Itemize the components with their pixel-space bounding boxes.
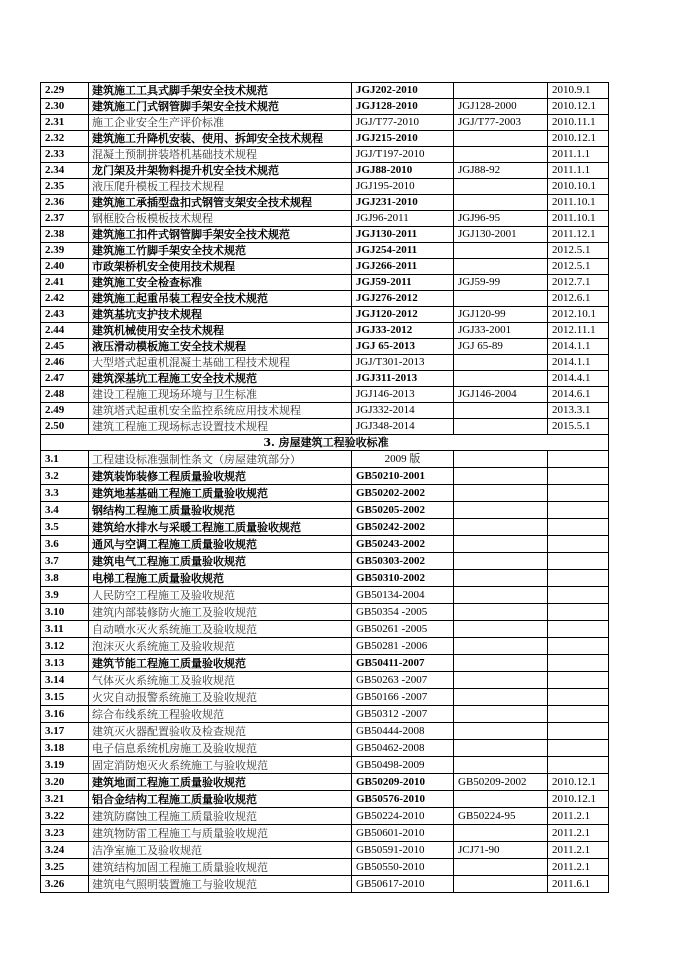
effective-date: 2011.1.1	[548, 163, 609, 179]
table-row	[41, 502, 609, 519]
table-row	[41, 195, 609, 211]
standard-name: 建筑防腐蚀工程施工质量验收规范	[89, 808, 352, 825]
effective-date	[548, 502, 609, 519]
standard-code: GB50166 -2007	[352, 689, 454, 706]
effective-date: 2012.5.1	[548, 243, 609, 259]
table-row	[41, 355, 609, 371]
replaced-standard	[454, 451, 548, 468]
row-number: 2.49	[41, 403, 89, 419]
standard-name: 建筑施工扣件式钢管脚手架安全技术规范	[89, 227, 352, 243]
row-number: 2.42	[41, 291, 89, 307]
replaced-standard	[454, 179, 548, 195]
replaced-standard	[454, 689, 548, 706]
standard-code: GB50224-2010	[352, 808, 454, 825]
effective-date: 2010.9.1	[548, 83, 609, 99]
row-number: 3.21	[41, 791, 89, 808]
effective-date: 2011.10.1	[548, 211, 609, 227]
standard-name: 建筑电气工程施工质量验收规范	[89, 553, 352, 570]
row-number: 2.36	[41, 195, 89, 211]
row-number: 3.4	[41, 502, 89, 519]
standard-code: JGJ231-2010	[352, 195, 454, 211]
effective-date	[548, 536, 609, 553]
effective-date	[548, 570, 609, 587]
standard-name: 火灾自动报警系统施工及验收规范	[89, 689, 352, 706]
standard-code: JGJ 65-2013	[352, 339, 454, 355]
row-number: 3.13	[41, 655, 89, 672]
standard-name: 龙门架及井架物料提升机安全技术规范	[89, 163, 352, 179]
row-number: 2.33	[41, 147, 89, 163]
table-row	[41, 587, 609, 604]
row-number: 3.18	[41, 740, 89, 757]
effective-date: 2012.11.1	[548, 323, 609, 339]
row-number: 3.8	[41, 570, 89, 587]
standard-code: GB50591-2010	[352, 842, 454, 859]
row-number: 3.6	[41, 536, 89, 553]
standard-name: 建筑灭火器配置验收及检查规范	[89, 723, 352, 740]
effective-date: 2010.10.1	[548, 179, 609, 195]
standard-code: JGJ215-2010	[352, 131, 454, 147]
standard-name: 建筑施工升降机安装、使用、拆卸安全技术规程	[89, 131, 352, 147]
table-row	[41, 570, 609, 587]
effective-date: 2014.4.1	[548, 371, 609, 387]
standard-name: 建筑施工工具式脚手架安全技术规范	[89, 83, 352, 99]
table-row	[41, 275, 609, 291]
effective-date: 2010.12.1	[548, 131, 609, 147]
row-number: 3.14	[41, 672, 89, 689]
standard-name: 工程建设标准强制性条文（房屋建筑部分）	[89, 451, 352, 468]
effective-date: 2013.3.1	[548, 403, 609, 419]
replaced-standard	[454, 355, 548, 371]
standard-name: 建筑施工承插型盘扣式钢管支架安全技术规程	[89, 195, 352, 211]
standard-name: 液压爬升模板工程技术规程	[89, 179, 352, 195]
replaced-standard	[454, 825, 548, 842]
table-row	[41, 791, 609, 808]
standard-name: 钢框胶合板模板技术规程	[89, 211, 352, 227]
replaced-standard	[454, 757, 548, 774]
replaced-standard	[454, 859, 548, 876]
row-number: 3.11	[41, 621, 89, 638]
row-number: 2.34	[41, 163, 89, 179]
table-body-bottom	[41, 451, 609, 893]
row-number: 3.9	[41, 587, 89, 604]
table-row	[41, 99, 609, 115]
row-number: 3.20	[41, 774, 89, 791]
standard-name: 建筑施工门式钢管脚手架安全技术规范	[89, 99, 352, 115]
table-row	[41, 876, 609, 893]
replaced-standard: JGJ 65-89	[454, 339, 548, 355]
effective-date	[548, 689, 609, 706]
standard-name: 市政架桥机安全使用技术规程	[89, 259, 352, 275]
standard-name: 建筑给水排水与采暖工程施工质量验收规范	[89, 519, 352, 536]
effective-date: 2015.5.1	[548, 419, 609, 435]
replaced-standard	[454, 291, 548, 307]
effective-date	[548, 604, 609, 621]
standard-code: GB50134-2004	[352, 587, 454, 604]
table-row	[41, 131, 609, 147]
row-number: 2.30	[41, 99, 89, 115]
table-row	[41, 553, 609, 570]
replaced-standard	[454, 147, 548, 163]
standard-name: 建筑基坑支护技术规程	[89, 307, 352, 323]
effective-date: 2011.10.1	[548, 195, 609, 211]
standard-code: GB50310-2002	[352, 570, 454, 587]
table-row	[41, 387, 609, 403]
standard-name: 建筑地基基础工程施工质量验收规范	[89, 485, 352, 502]
standard-code: JGJ266-2011	[352, 259, 454, 275]
row-number: 3.1	[41, 451, 89, 468]
table-row	[41, 672, 609, 689]
table-row	[41, 147, 609, 163]
row-number: 2.29	[41, 83, 89, 99]
row-number: 2.40	[41, 259, 89, 275]
standard-name: 通风与空调工程施工质量验收规范	[89, 536, 352, 553]
replaced-standard: GB50224-95	[454, 808, 548, 825]
standard-name: 人民防空工程施工及验收规范	[89, 587, 352, 604]
table-row	[41, 706, 609, 723]
row-number: 2.48	[41, 387, 89, 403]
table-row	[41, 339, 609, 355]
table-row	[41, 371, 609, 387]
effective-date	[548, 621, 609, 638]
standard-code: JGJ276-2012	[352, 291, 454, 307]
row-number: 3.19	[41, 757, 89, 774]
effective-date: 2014.1.1	[548, 355, 609, 371]
table-row	[41, 468, 609, 485]
standard-code: GB50354 -2005	[352, 604, 454, 621]
standard-name: 建筑内部装修防火施工及验收规范	[89, 604, 352, 621]
standard-code: JGJ59-2011	[352, 275, 454, 291]
standard-name: 建筑施工安全检查标准	[89, 275, 352, 291]
table-row	[41, 740, 609, 757]
replaced-standard	[454, 419, 548, 435]
standard-code: JGJ88-2010	[352, 163, 454, 179]
standard-code: JGJ/T301-2013	[352, 355, 454, 371]
standard-code: GB50243-2002	[352, 536, 454, 553]
row-number: 3.24	[41, 842, 89, 859]
standard-code: JGJ348-2014	[352, 419, 454, 435]
table-row	[41, 638, 609, 655]
table-row	[41, 451, 609, 468]
table-row	[41, 323, 609, 339]
replaced-standard: JGJ146-2004	[454, 387, 548, 403]
row-number: 3.16	[41, 706, 89, 723]
standard-name: 建筑结构加固工程施工质量验收规范	[89, 859, 352, 876]
row-number: 2.39	[41, 243, 89, 259]
replaced-standard: JCJ71-90	[454, 842, 548, 859]
table-row	[41, 419, 609, 435]
table-row	[41, 519, 609, 536]
effective-date	[548, 706, 609, 723]
standard-name: 建筑工程施工现场标志设置技术规程	[89, 419, 352, 435]
table-row	[41, 291, 609, 307]
standard-code: JGJ130-2011	[352, 227, 454, 243]
standard-name: 铝合金结构工程施工质量验收规范	[89, 791, 352, 808]
standard-name: 建筑物防雷工程施工与质量验收规范	[89, 825, 352, 842]
standard-name: 建筑机械使用安全技术规程	[89, 323, 352, 339]
row-number: 2.46	[41, 355, 89, 371]
standard-code: JGJ/T197-2010	[352, 147, 454, 163]
row-number: 2.41	[41, 275, 89, 291]
effective-date: 2011.12.1	[548, 227, 609, 243]
standard-name: 建筑塔式起重机安全监控系统应用技术规程	[89, 403, 352, 419]
replaced-standard	[454, 519, 548, 536]
standard-code: GB50576-2010	[352, 791, 454, 808]
standard-code: GB50281 -2006	[352, 638, 454, 655]
standard-code: GB50242-2002	[352, 519, 454, 536]
table-row	[41, 842, 609, 859]
standard-code: JGJ202-2010	[352, 83, 454, 99]
effective-date: 2011.2.1	[548, 825, 609, 842]
standard-code: GB50312 -2007	[352, 706, 454, 723]
standard-name: 混凝土预制拼装塔机基础技术规程	[89, 147, 352, 163]
row-number: 2.50	[41, 419, 89, 435]
standard-code: JGJ332-2014	[352, 403, 454, 419]
replaced-standard	[454, 485, 548, 502]
table-row	[41, 163, 609, 179]
standard-name: 建筑地面工程施工质量验收规范	[89, 774, 352, 791]
section-header	[41, 435, 609, 451]
standard-name: 建筑装饰装修工程质量验收规范	[89, 468, 352, 485]
replaced-standard	[454, 621, 548, 638]
replaced-standard: JGJ59-99	[454, 275, 548, 291]
standards-document	[40, 82, 608, 893]
table-row	[41, 808, 609, 825]
standard-code: GB50462-2008	[352, 740, 454, 757]
table-row	[41, 115, 609, 131]
effective-date	[548, 655, 609, 672]
replaced-standard	[454, 371, 548, 387]
row-number: 3.15	[41, 689, 89, 706]
replaced-standard: JGJ128-2000	[454, 99, 548, 115]
effective-date	[548, 757, 609, 774]
standard-code: GB50411-2007	[352, 655, 454, 672]
standard-name: 电子信息系统机房施工及验收规范	[89, 740, 352, 757]
table-row	[41, 227, 609, 243]
effective-date	[548, 519, 609, 536]
standard-name: 建筑电气照明装置施工与验收规范	[89, 876, 352, 893]
replaced-standard: JGJ88-92	[454, 163, 548, 179]
standard-code: GB50263 -2007	[352, 672, 454, 689]
row-number: 3.26	[41, 876, 89, 893]
row-number: 3.7	[41, 553, 89, 570]
standard-code: JGJ254-2011	[352, 243, 454, 259]
replaced-standard	[454, 791, 548, 808]
standard-name: 大型塔式起重机混凝土基础工程技术规程	[89, 355, 352, 371]
replaced-standard	[454, 655, 548, 672]
effective-date	[548, 553, 609, 570]
row-number: 3.25	[41, 859, 89, 876]
standard-name: 液压滑动模板施工安全技术规程	[89, 339, 352, 355]
effective-date: 2011.6.1	[548, 876, 609, 893]
effective-date	[548, 485, 609, 502]
standard-code: GB50209-2010	[352, 774, 454, 791]
replaced-standard	[454, 587, 548, 604]
row-number: 2.37	[41, 211, 89, 227]
effective-date: 2010.11.1	[548, 115, 609, 131]
standard-code: GB50498-2009	[352, 757, 454, 774]
row-number: 2.47	[41, 371, 89, 387]
standard-code: JGJ146-2013	[352, 387, 454, 403]
row-number: 3.2	[41, 468, 89, 485]
replaced-standard	[454, 706, 548, 723]
effective-date: 2012.7.1	[548, 275, 609, 291]
effective-date: 2010.12.1	[548, 99, 609, 115]
standard-name: 施工企业安全生产评价标准	[89, 115, 352, 131]
replaced-standard	[454, 502, 548, 519]
row-number: 3.22	[41, 808, 89, 825]
row-number: 3.17	[41, 723, 89, 740]
standard-code: JGJ128-2010	[352, 99, 454, 115]
effective-date: 2014.1.1	[548, 339, 609, 355]
effective-date	[548, 672, 609, 689]
table-row	[41, 655, 609, 672]
replaced-standard	[454, 259, 548, 275]
table-row	[41, 825, 609, 842]
table-body-top	[41, 83, 609, 435]
table-row	[41, 211, 609, 227]
replaced-standard	[454, 195, 548, 211]
replaced-standard	[454, 553, 548, 570]
table-row	[41, 536, 609, 553]
table-row	[41, 689, 609, 706]
standard-name: 电梯工程施工质量验收规范	[89, 570, 352, 587]
replaced-standard	[454, 131, 548, 147]
table-row	[41, 757, 609, 774]
table-row	[41, 859, 609, 876]
row-number: 2.31	[41, 115, 89, 131]
standard-code: GB50210-2001	[352, 468, 454, 485]
replaced-standard: JGJ/T77-2003	[454, 115, 548, 131]
effective-date	[548, 451, 609, 468]
standard-name: 洁净室施工及验收规范	[89, 842, 352, 859]
replaced-standard: JGJ96-95	[454, 211, 548, 227]
standard-code: GB50261 -2005	[352, 621, 454, 638]
section-title: 3. 房屋建筑工程验收标准	[41, 435, 609, 451]
table-row	[41, 83, 609, 99]
table-row	[41, 774, 609, 791]
row-number: 3.12	[41, 638, 89, 655]
standard-code: JGJ/T77-2010	[352, 115, 454, 131]
row-number: 2.32	[41, 131, 89, 147]
standard-code: 2009 版	[352, 451, 454, 468]
replaced-standard	[454, 536, 548, 553]
row-number: 2.43	[41, 307, 89, 323]
standard-name: 建筑节能工程施工质量验收规范	[89, 655, 352, 672]
replaced-standard	[454, 403, 548, 419]
effective-date: 2011.2.1	[548, 842, 609, 859]
standard-code: JGJ311-2013	[352, 371, 454, 387]
effective-date	[548, 740, 609, 757]
standard-name: 泡沫灭火系统施工及验收规范	[89, 638, 352, 655]
standard-name: 自动喷水灭火系统施工及验收规范	[89, 621, 352, 638]
standard-code: GB50601-2010	[352, 825, 454, 842]
standard-code: JGJ120-2012	[352, 307, 454, 323]
standard-code: GB50205-2002	[352, 502, 454, 519]
table-row	[41, 307, 609, 323]
standard-code: GB50202-2002	[352, 485, 454, 502]
replaced-standard	[454, 604, 548, 621]
replaced-standard	[454, 83, 548, 99]
replaced-standard: JGJ120-99	[454, 307, 548, 323]
table-row	[41, 723, 609, 740]
effective-date	[548, 638, 609, 655]
replaced-standard	[454, 740, 548, 757]
row-number: 3.23	[41, 825, 89, 842]
effective-date	[548, 723, 609, 740]
standard-name: 钢结构工程施工质量验收规范	[89, 502, 352, 519]
replaced-standard: JGJ33-2001	[454, 323, 548, 339]
standards-table	[40, 82, 609, 893]
row-number: 3.3	[41, 485, 89, 502]
effective-date	[548, 468, 609, 485]
row-number: 2.45	[41, 339, 89, 355]
effective-date: 2012.5.1	[548, 259, 609, 275]
replaced-standard	[454, 243, 548, 259]
effective-date: 2012.10.1	[548, 307, 609, 323]
standard-code: GB50303-2002	[352, 553, 454, 570]
table-row	[41, 259, 609, 275]
replaced-standard	[454, 638, 548, 655]
replaced-standard	[454, 570, 548, 587]
replaced-standard	[454, 876, 548, 893]
standard-name: 建筑深基坑工程施工安全技术规范	[89, 371, 352, 387]
standard-code: GB50550-2010	[352, 859, 454, 876]
standard-code: JGJ96-2011	[352, 211, 454, 227]
row-number: 2.44	[41, 323, 89, 339]
row-number: 3.5	[41, 519, 89, 536]
table-row	[41, 243, 609, 259]
table-row	[41, 403, 609, 419]
row-number: 2.35	[41, 179, 89, 195]
effective-date	[548, 587, 609, 604]
table-row	[41, 179, 609, 195]
standard-code: GB50444-2008	[352, 723, 454, 740]
replaced-standard	[454, 723, 548, 740]
replaced-standard	[454, 672, 548, 689]
standard-name: 建筑施工起重吊装工程安全技术规范	[89, 291, 352, 307]
replaced-standard	[454, 468, 548, 485]
effective-date: 2012.6.1	[548, 291, 609, 307]
effective-date: 2010.12.1	[548, 791, 609, 808]
row-number: 2.38	[41, 227, 89, 243]
replaced-standard: JGJ130-2001	[454, 227, 548, 243]
table-row	[41, 621, 609, 638]
effective-date: 2011.2.1	[548, 808, 609, 825]
standard-name: 综合布线系统工程验收规范	[89, 706, 352, 723]
standard-name: 建设工程施工现场环境与卫生标准	[89, 387, 352, 403]
effective-date: 2014.6.1	[548, 387, 609, 403]
standard-code: GB50617-2010	[352, 876, 454, 893]
effective-date: 2011.2.1	[548, 859, 609, 876]
standard-code: JGJ33-2012	[352, 323, 454, 339]
effective-date: 2010.12.1	[548, 774, 609, 791]
standard-code: JGJ195-2010	[352, 179, 454, 195]
standard-name: 建筑施工竹脚手架安全技术规范	[89, 243, 352, 259]
standard-name: 固定消防炮灭火系统施工与验收规范	[89, 757, 352, 774]
table-row	[41, 604, 609, 621]
row-number: 3.10	[41, 604, 89, 621]
effective-date: 2011.1.1	[548, 147, 609, 163]
table-row	[41, 485, 609, 502]
replaced-standard: GB50209-2002	[454, 774, 548, 791]
standard-name: 气体灭火系统施工及验收规范	[89, 672, 352, 689]
